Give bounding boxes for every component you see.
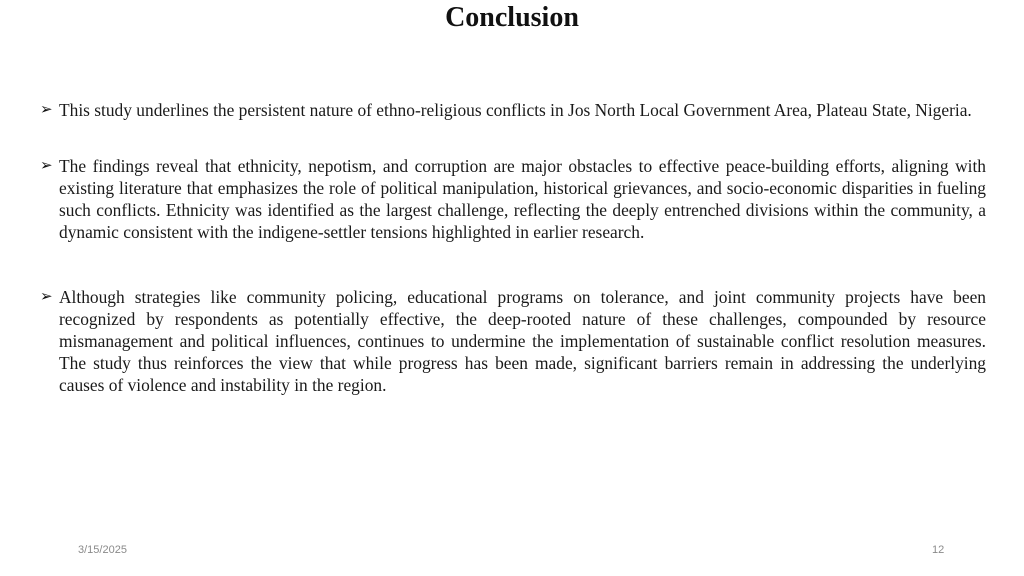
bullet-text: This study underlines the persistent nature of ethno-religious conflicts in Jos North Local Government Area, Plateau State, Nigeria. [59, 100, 972, 120]
arrow-bullet-icon: ➢ [40, 102, 53, 118]
footer-page-number: 12 [932, 544, 945, 556]
bullet-item [40, 99, 986, 121]
arrow-bullet-icon: ➢ [40, 158, 53, 174]
footer-date: 3/15/2025 [78, 544, 127, 556]
bullet-item [40, 286, 986, 396]
bullet-text: The findings reveal that ethnicity, nepotism, and corruption are major obstacles to effective peace-building efforts, aligning with existing literature that emphasizes the role of political manipulation, historical grievances, and socio-economic disparities in fueling such conflicts. Ethnicity was identified as the largest challenge, reflecting the deeply entrenched divisions within the community, a dynamic consistent with the indigene-settler tensions highlighted in earlier research. [59, 156, 986, 242]
arrow-bullet-icon: ➢ [40, 289, 53, 305]
bullet-item [40, 155, 986, 243]
bullet-text: Although strategies like community policing, educational programs on tolerance, and joint community projects have been recognized by respondents as potentially effective, the deep-rooted nature of these challenges, compounded by resource mismanagement and political influences, continues to undermine the implementation of sustainable conflict resolution measures. The study thus reinforces the view that while progress has been made, significant barriers remain in addressing the underlying causes of violence and instability in the region. [59, 287, 986, 395]
bullet-list [40, 99, 986, 396]
slide-title: Conclusion [445, 2, 579, 33]
